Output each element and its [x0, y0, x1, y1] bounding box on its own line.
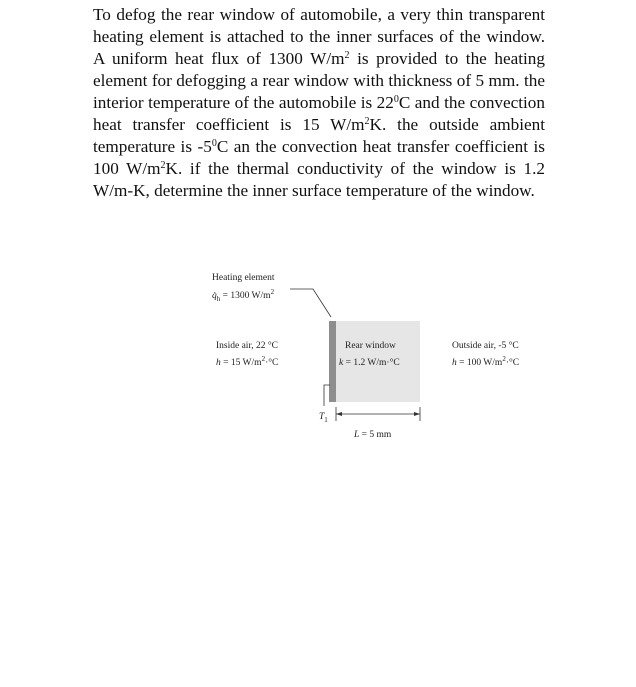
- length-arrow-left: [336, 412, 342, 416]
- length-value: = 5 mm: [359, 430, 392, 440]
- inside-h-unit: ·°C: [265, 358, 279, 368]
- problem-text-6: K. if the thermal conductivity of the window is 1.2 W/m-K, determine the inner surface temperature of the window.: [93, 159, 545, 200]
- outside-h-unit: ·°C: [505, 358, 520, 368]
- length-label: [354, 429, 391, 441]
- inside-h-label: [216, 357, 278, 369]
- problem-sup-2: 0: [393, 94, 399, 105]
- length-symbol: L: [354, 430, 360, 440]
- problem-sup-4: 0: [211, 138, 217, 149]
- inside-h-symbol: h: [216, 358, 221, 368]
- outside-h-label: [452, 357, 519, 369]
- outside-air-label: Outside air, -5 °C: [452, 341, 519, 351]
- problem-text-1: To defog the rear window of automobile, a very thin transparent heating element is attached to the inner surfaces of the window. A uniform heat flux of 1300 W/m: [93, 5, 545, 68]
- heat-flux-label: [212, 290, 274, 305]
- problem-sup-1: 2: [344, 50, 350, 61]
- heat-flux-value: = 1300 W/m: [220, 291, 271, 301]
- t1-subscript: 1: [324, 415, 328, 424]
- length-arrow-right: [414, 412, 420, 416]
- rear-window-label: Rear window: [345, 341, 396, 351]
- t1-label: [319, 411, 328, 426]
- window-k-symbol: k: [339, 358, 344, 368]
- t1-leader: [324, 385, 330, 406]
- heating-element-label: Heating element: [212, 273, 275, 283]
- heat-flux-sup: 2: [270, 288, 275, 296]
- heat-flux-subscript: h: [216, 294, 221, 303]
- outside-h-symbol: h: [452, 358, 457, 368]
- window-k-label: [339, 357, 400, 369]
- t1-symbol: T: [319, 412, 325, 422]
- problem-text-3: C and the convection heat transfer coefficient is 15 W/m: [93, 93, 545, 134]
- outside-h-value: = 100 W/m: [456, 358, 503, 368]
- inside-air-label: Inside air, 22 °C: [216, 341, 278, 351]
- problem-text-5: C an the convection heat transfer coefficient is 100 W/m: [93, 137, 545, 178]
- problem-sup-3: 2: [364, 116, 370, 127]
- problem-text-2: is provided to the heating element for defogging a rear window with thickness of 5 mm. the interior temperature of the automobile is 22: [93, 49, 545, 112]
- heating-element-leader: [290, 289, 331, 317]
- heat-flux-symbol: q̇: [212, 291, 217, 301]
- outside-h-sup: 2: [502, 355, 506, 363]
- problem-sup-5: 2: [160, 160, 166, 171]
- inside-h-sup: 2: [261, 355, 266, 363]
- problem-text-4: K. the outside ambient temperature is -5: [93, 115, 545, 156]
- inside-h-value: = 15 W/m: [220, 358, 262, 368]
- window-k-value: = 1.2 W/m·°C: [343, 358, 400, 368]
